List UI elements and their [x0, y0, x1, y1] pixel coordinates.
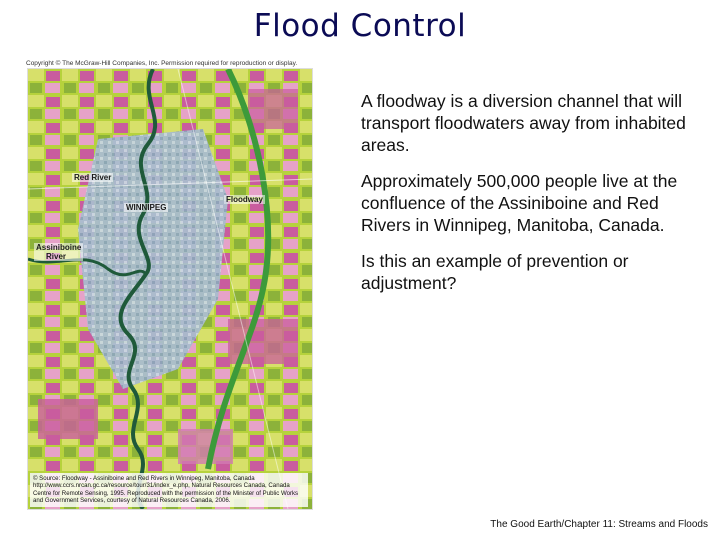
winnipeg-label: WINNIPEG — [126, 203, 167, 212]
image-source-credit: © Source: Floodway - Assiniboine and Red Rivers in Winnipeg, Manitoba, Canada http://www.ccrs.nrcan.gc.ca/resource/tour/31/index_e.php, Natural Resources Canada, Canada Centre for Remote Sensing, 1995. Reproduced with the permission of the Minister of Public Works and Government Services, courtesy of Natural Resources Canada, 2006. — [30, 473, 308, 507]
assiniboine-river-label — [34, 243, 83, 261]
slide-footer: The Good Earth/Chapter 11: Streams and Floods — [490, 519, 708, 530]
paragraph-winnipeg-population: Approximately 500,000 people live at the confluence of the Assiniboine and Red Rivers in Winnipeg, Manitoba, Canada. — [361, 171, 678, 235]
floodway-label: Floodway — [226, 195, 263, 204]
assiniboine-label-line1: Assiniboine — [36, 243, 82, 252]
slide-title: Flood Control — [253, 8, 467, 44]
copyright-notice: Copyright © The McGraw-Hill Companies, Inc. Permission required for reproduction or display. — [26, 60, 298, 67]
paragraph-question: Is this an example of prevention or adjustment? — [361, 251, 629, 293]
red-river-label: Red River — [74, 173, 112, 182]
assiniboine-label-line2: River — [46, 252, 67, 261]
slide-content — [361, 90, 691, 308]
paragraph-floodway-definition: A floodway is a diversion channel that will transport floodwaters away from inhabited areas. — [361, 91, 686, 155]
satellite-image — [28, 69, 312, 509]
satellite-map — [27, 68, 313, 510]
